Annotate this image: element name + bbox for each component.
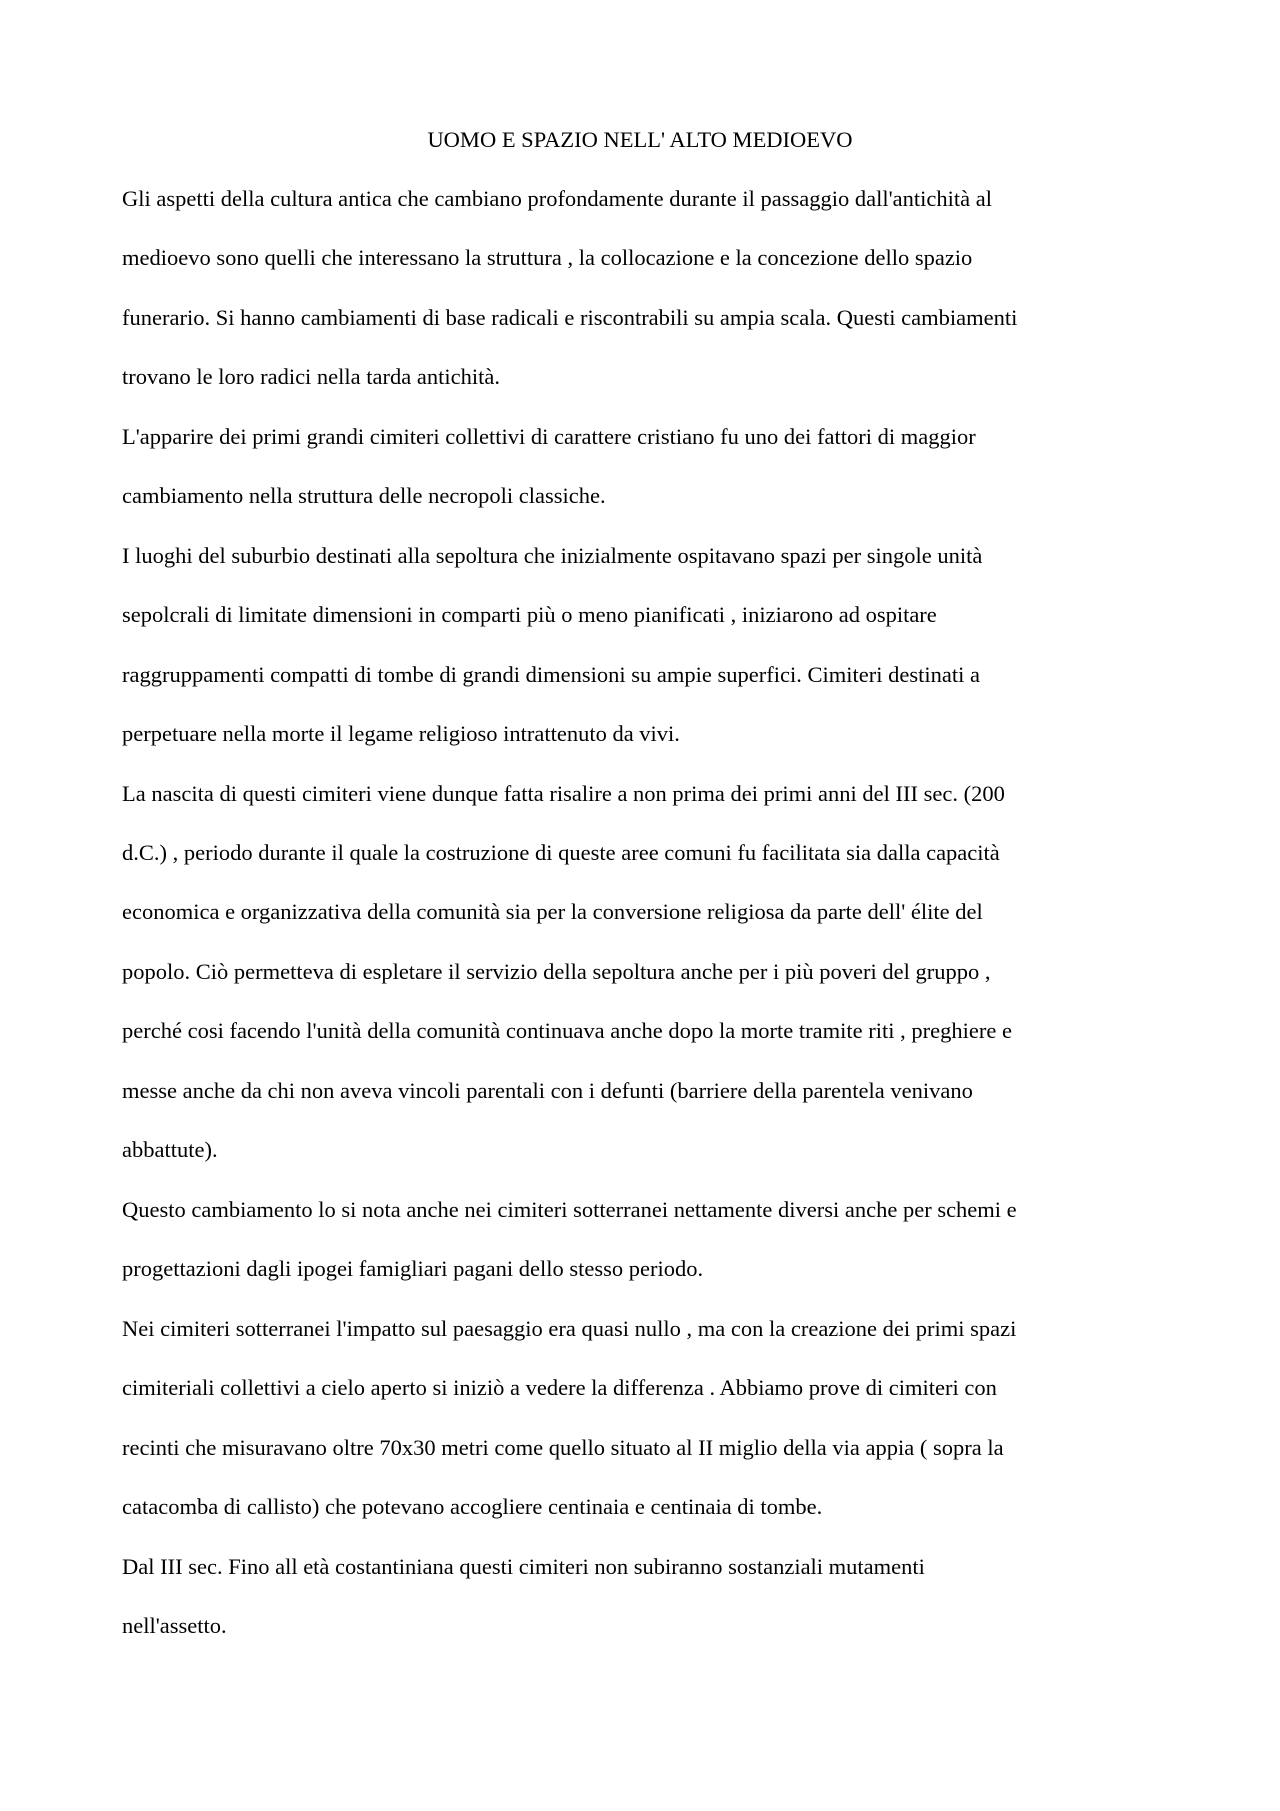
text-line: cimiteriali collettivi a cielo aperto si iniziò a vedere la differenza . Abbiamo prove di cimiteri con (122, 1375, 997, 1400)
text-line: Nei cimiteri sotterranei l'impatto sul paesaggio era quasi nullo , ma con la creazione dei primi spazi (122, 1316, 1017, 1341)
text-line: raggruppamenti compatti di tombe di grandi dimensioni su ampie superfici. Cimiteri destinati a (122, 662, 980, 687)
text-line: Dal III sec. Fino all età costantiniana questi cimiteri non subiranno sostanziali mutamenti (122, 1554, 925, 1579)
text-line: popolo. Ciò permetteva di espletare il servizio della sepoltura anche per i più poveri del gruppo , (122, 959, 991, 984)
text-line: sepolcrali di limitate dimensioni in comparti più o meno pianificati , iniziarono ad ospitare (122, 602, 937, 627)
text-line: perpetuare nella morte il legame religioso intrattenuto da vivi. (122, 721, 680, 746)
text-line: I luoghi del suburbio destinati alla sepoltura che inizialmente ospitavano spazi per singole unità (122, 543, 983, 568)
text-line: L'apparire dei primi grandi cimiteri collettivi di carattere cristiano fu uno dei fattori di maggior (122, 424, 976, 449)
page-title: UOMO E SPAZIO NELL' ALTO MEDIOEVO (427, 127, 853, 152)
text-line: funerario. Si hanno cambiamenti di base radicali e riscontrabili su ampia scala. Questi cambiamenti (122, 305, 1018, 330)
text-line: trovano le loro radici nella tarda antichità. (122, 364, 500, 389)
text-line: cambiamento nella struttura delle necropoli classiche. (122, 483, 606, 508)
text-line: economica e organizzativa della comunità sia per la conversione religiosa da parte dell' élite del (122, 899, 983, 924)
text-line: progettazioni dagli ipogei famigliari pagani dello stesso periodo. (122, 1256, 704, 1281)
text-line: medioevo sono quelli che interessano la struttura , la collocazione e la concezione dello spazio (122, 245, 973, 270)
text-line: La nascita di questi cimiteri viene dunque fatta risalire a non prima dei primi anni del III sec. (200 (122, 781, 1005, 806)
text-line: nell'assetto. (122, 1613, 227, 1638)
text-line: recinti che misuravano oltre 70x30 metri come quello situato al II miglio della via appia ( sopra la (122, 1435, 1004, 1460)
text-line: Gli aspetti della cultura antica che cambiano profondamente durante il passaggio dall'antichità al (122, 186, 992, 211)
text-line: d.C.) , periodo durante il quale la costruzione di queste aree comuni fu facilitata sia dalla capacità (122, 840, 1000, 865)
text-line: Questo cambiamento lo si nota anche nei cimiteri sotterranei nettamente diversi anche per schemi e (122, 1197, 1017, 1222)
text-line: messe anche da chi non aveva vincoli parentali con i defunti (barriere della parentela venivano (122, 1078, 973, 1103)
text-line: abbattute). (122, 1137, 218, 1162)
text-line: catacomba di callisto) che potevano accogliere centinaia e centinaia di tombe. (122, 1494, 823, 1519)
text-line: perché cosi facendo l'unità della comunità continuava anche dopo la morte tramite riti , preghiere e (122, 1018, 1012, 1043)
